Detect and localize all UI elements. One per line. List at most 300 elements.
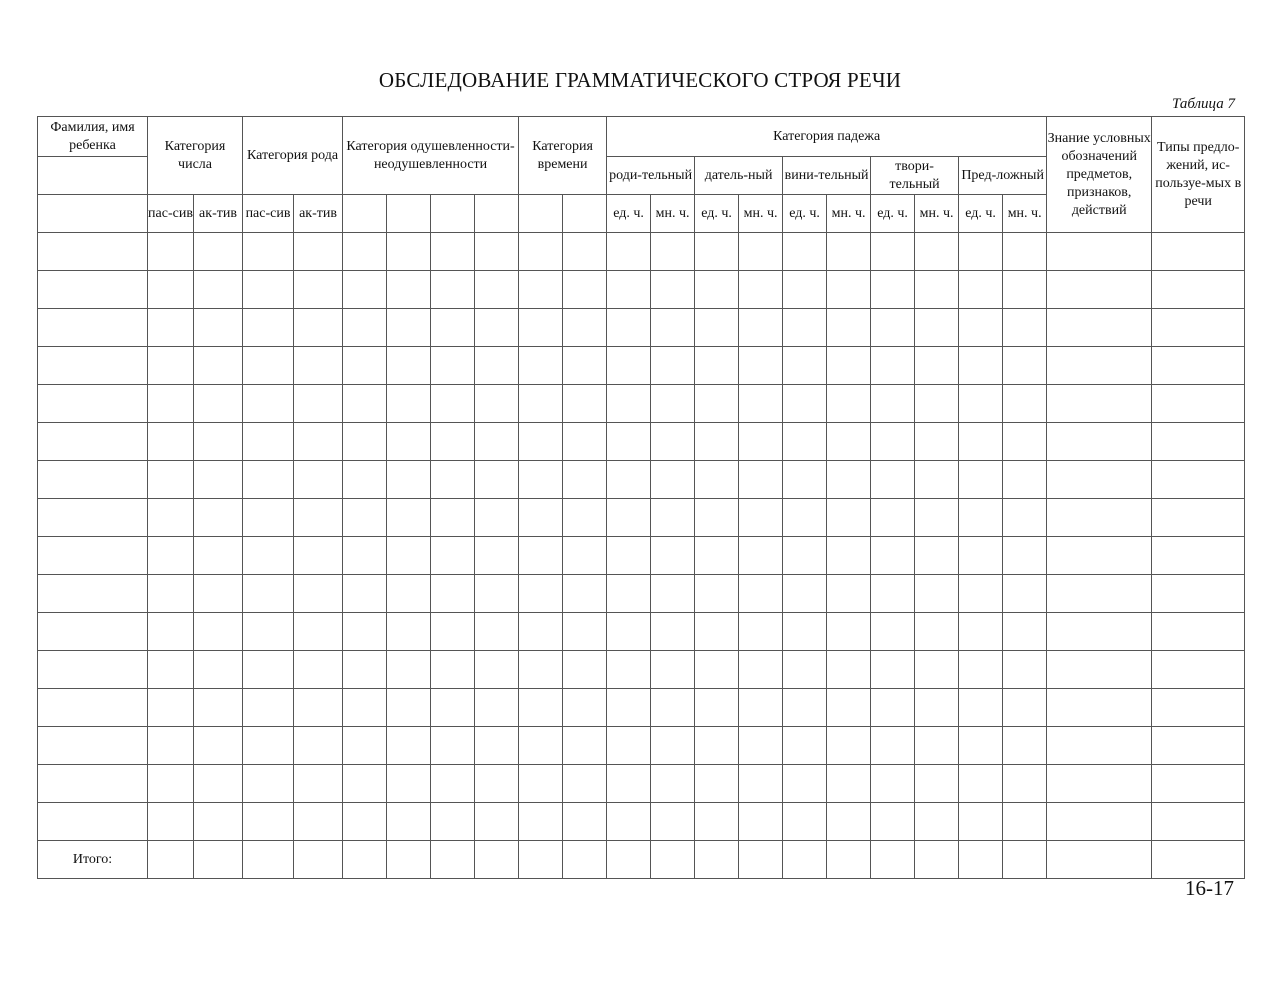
table-cell — [563, 347, 607, 385]
table-cell — [148, 233, 194, 271]
table-cell — [1003, 841, 1047, 879]
table-row — [38, 499, 1245, 537]
table-cell — [519, 841, 563, 879]
table-cell — [915, 803, 959, 841]
table-cell — [343, 537, 387, 575]
table-cell — [1003, 347, 1047, 385]
table-cell — [827, 233, 871, 271]
table-cell — [387, 499, 431, 537]
table-cell — [739, 841, 783, 879]
table-cell — [563, 461, 607, 499]
table-cell — [563, 423, 607, 461]
table-cell — [243, 385, 294, 423]
table-cell — [871, 271, 915, 309]
table-cell — [739, 385, 783, 423]
table-cell — [343, 271, 387, 309]
table-cell — [739, 575, 783, 613]
table-cell — [343, 803, 387, 841]
table-cell — [959, 651, 1003, 689]
table-cell — [607, 803, 651, 841]
table-cell — [387, 461, 431, 499]
table-cell — [959, 803, 1003, 841]
table-row — [38, 803, 1245, 841]
table-cell — [519, 575, 563, 613]
table-cell — [519, 803, 563, 841]
table-cell — [607, 765, 651, 803]
header-name-blank — [38, 157, 148, 195]
table-cell — [148, 803, 194, 841]
document-title: ОБСЛЕДОВАНИЕ ГРАММАТИЧЕСКОГО СТРОЯ РЕЧИ — [378, 68, 902, 92]
table-cell — [148, 613, 194, 651]
header-sentence-types: Типы предло-жений, ис-пользуе-мых в речи — [1152, 117, 1245, 233]
table-cell — [431, 423, 475, 461]
table-cell — [1047, 271, 1152, 309]
table-cell — [1047, 347, 1152, 385]
table-cell — [739, 233, 783, 271]
table-cell — [959, 423, 1003, 461]
table-cell — [243, 309, 294, 347]
table-cell — [148, 499, 194, 537]
table-cell — [519, 233, 563, 271]
table-cell — [827, 765, 871, 803]
table-cell — [651, 347, 695, 385]
table-cell — [607, 689, 651, 727]
table-cell — [431, 689, 475, 727]
table-cell — [959, 537, 1003, 575]
subheader-plural: мн. ч. — [651, 195, 695, 233]
table-cell — [148, 575, 194, 613]
table-cell — [194, 271, 243, 309]
table-cell — [871, 651, 915, 689]
table-cell — [194, 385, 243, 423]
table-cell — [1047, 651, 1152, 689]
table-cell — [1047, 689, 1152, 727]
table-cell — [148, 385, 194, 423]
table-cell — [343, 727, 387, 765]
table-cell — [1003, 309, 1047, 347]
table-cell — [148, 537, 194, 575]
subheader-blank — [431, 195, 475, 233]
table-cell — [1152, 689, 1245, 727]
table-cell — [607, 575, 651, 613]
table-row — [38, 461, 1245, 499]
table-cell — [827, 537, 871, 575]
subheader-blank — [563, 195, 607, 233]
table-cell — [519, 271, 563, 309]
table-cell — [1003, 575, 1047, 613]
table-cell — [1152, 765, 1245, 803]
table-cell — [651, 651, 695, 689]
table-cell — [783, 347, 827, 385]
table-cell — [871, 309, 915, 347]
total-row — [38, 841, 1245, 879]
table-cell — [243, 841, 294, 879]
table-cell — [431, 233, 475, 271]
table-cell — [959, 499, 1003, 537]
table-cell — [739, 309, 783, 347]
table-cell — [294, 841, 343, 879]
table-cell — [651, 385, 695, 423]
table-cell — [607, 537, 651, 575]
table-row — [38, 271, 1245, 309]
table-cell — [475, 651, 519, 689]
table-cell — [1003, 233, 1047, 271]
table-cell — [695, 765, 739, 803]
table-cell — [695, 499, 739, 537]
table-cell — [783, 765, 827, 803]
table-cell — [243, 499, 294, 537]
table-cell — [243, 575, 294, 613]
header-case-accusative: вини-тельный — [783, 157, 871, 195]
table-cell — [475, 803, 519, 841]
subheader-plural: мн. ч. — [827, 195, 871, 233]
table-cell — [1003, 461, 1047, 499]
header-case: Категория падежа — [607, 117, 1047, 157]
table-cell — [871, 499, 915, 537]
table-cell — [243, 613, 294, 651]
table-cell — [294, 613, 343, 651]
table-cell — [783, 271, 827, 309]
table-cell — [915, 385, 959, 423]
table-cell — [243, 727, 294, 765]
table-cell — [38, 727, 148, 765]
table-cell — [607, 499, 651, 537]
table-cell — [294, 385, 343, 423]
table-cell — [243, 803, 294, 841]
table-cell — [651, 803, 695, 841]
table-cell — [915, 613, 959, 651]
subheader-blank — [475, 195, 519, 233]
table-cell — [695, 385, 739, 423]
table-row — [38, 347, 1245, 385]
table-cell — [194, 727, 243, 765]
table-row — [38, 385, 1245, 423]
table-cell — [243, 233, 294, 271]
table-cell — [475, 537, 519, 575]
table-cell — [959, 271, 1003, 309]
table-cell — [387, 537, 431, 575]
table-cell — [651, 689, 695, 727]
table-cell — [343, 689, 387, 727]
table-cell — [827, 613, 871, 651]
table-cell — [827, 841, 871, 879]
table-cell — [915, 347, 959, 385]
table-cell — [827, 803, 871, 841]
subheader-blank — [519, 195, 563, 233]
table-cell — [243, 423, 294, 461]
table-cell — [38, 423, 148, 461]
table-cell — [739, 499, 783, 537]
table-cell — [915, 689, 959, 727]
table-cell — [1003, 651, 1047, 689]
table-cell — [343, 575, 387, 613]
table-cell — [607, 347, 651, 385]
table-cell — [563, 803, 607, 841]
table-cell — [387, 385, 431, 423]
table-cell — [563, 499, 607, 537]
table-cell — [519, 499, 563, 537]
table-cell — [739, 537, 783, 575]
subheader-passive: пас-сив — [243, 195, 294, 233]
table-cell — [1152, 727, 1245, 765]
table-cell — [431, 271, 475, 309]
table-cell — [739, 461, 783, 499]
table-row — [38, 765, 1245, 803]
table-cell — [294, 499, 343, 537]
table-cell — [915, 423, 959, 461]
table-cell — [1047, 841, 1152, 879]
table-cell — [1003, 803, 1047, 841]
table-cell — [1003, 271, 1047, 309]
table-cell — [563, 385, 607, 423]
table-cell — [563, 841, 607, 879]
table-cell — [827, 271, 871, 309]
header-name: Фамилия, имя ребенка — [38, 117, 148, 157]
header-knowledge: Знание условных обозначений предметов, признаков, действий — [1047, 117, 1152, 233]
table-cell — [519, 613, 563, 651]
table-cell — [871, 385, 915, 423]
table-cell — [563, 613, 607, 651]
table-cell — [194, 309, 243, 347]
table-cell — [148, 271, 194, 309]
table-cell — [431, 347, 475, 385]
table-cell — [1152, 499, 1245, 537]
table-row — [38, 651, 1245, 689]
table-cell — [294, 423, 343, 461]
table-cell — [194, 423, 243, 461]
table-cell — [651, 537, 695, 575]
table-cell — [827, 727, 871, 765]
table-cell — [783, 841, 827, 879]
table-cell — [915, 651, 959, 689]
total-label: Итого: — [38, 841, 148, 879]
table-cell — [38, 233, 148, 271]
table-cell — [563, 727, 607, 765]
table-cell — [431, 727, 475, 765]
table-cell — [827, 689, 871, 727]
table-cell — [1047, 765, 1152, 803]
subheader-singular: ед. ч. — [695, 195, 739, 233]
table-cell — [148, 727, 194, 765]
table-cell — [871, 841, 915, 879]
table-cell — [294, 537, 343, 575]
table-cell — [294, 727, 343, 765]
table-cell — [387, 575, 431, 613]
table-cell — [519, 765, 563, 803]
table-cell — [194, 461, 243, 499]
table-cell — [243, 537, 294, 575]
table-cell — [387, 347, 431, 385]
table-cell — [294, 575, 343, 613]
table-cell — [243, 347, 294, 385]
table-cell — [519, 461, 563, 499]
table-cell — [827, 423, 871, 461]
table-cell — [651, 727, 695, 765]
table-cell — [194, 689, 243, 727]
subheader-singular: ед. ч. — [871, 195, 915, 233]
table-cell — [827, 575, 871, 613]
table-cell — [871, 727, 915, 765]
table-cell — [607, 423, 651, 461]
table-cell — [915, 537, 959, 575]
table-cell — [387, 803, 431, 841]
page-number: 16-17 — [1185, 876, 1234, 900]
header-name-blank — [38, 195, 148, 233]
table-cell — [607, 271, 651, 309]
table-cell — [827, 309, 871, 347]
table-cell — [475, 727, 519, 765]
table-cell — [38, 651, 148, 689]
table-cell — [431, 385, 475, 423]
table-cell — [695, 537, 739, 575]
table-cell — [431, 575, 475, 613]
table-cell — [1152, 575, 1245, 613]
table-cell — [607, 461, 651, 499]
table-cell — [387, 765, 431, 803]
table-cell — [871, 233, 915, 271]
table-cell — [343, 233, 387, 271]
table-cell — [563, 689, 607, 727]
table-row — [38, 727, 1245, 765]
table-cell — [959, 233, 1003, 271]
table-cell — [1152, 537, 1245, 575]
table-cell — [475, 765, 519, 803]
table-cell — [343, 309, 387, 347]
table-cell — [915, 765, 959, 803]
header-tense: Категория времени — [519, 117, 607, 195]
table-cell — [783, 537, 827, 575]
table-cell — [1152, 233, 1245, 271]
table-cell — [519, 309, 563, 347]
table-cell — [1047, 613, 1152, 651]
table-cell — [651, 841, 695, 879]
table-cell — [475, 613, 519, 651]
table-cell — [519, 689, 563, 727]
table-cell — [783, 575, 827, 613]
table-cell — [1003, 537, 1047, 575]
table-cell — [1152, 651, 1245, 689]
table-cell — [695, 461, 739, 499]
table-row — [38, 537, 1245, 575]
table-cell — [1047, 727, 1152, 765]
table-cell — [294, 689, 343, 727]
table-cell — [194, 765, 243, 803]
table-cell — [827, 651, 871, 689]
table-cell — [148, 689, 194, 727]
table-cell — [194, 651, 243, 689]
table-cell — [38, 499, 148, 537]
table-cell — [695, 423, 739, 461]
table-cell — [695, 803, 739, 841]
table-cell — [915, 727, 959, 765]
table-cell — [563, 651, 607, 689]
table-cell — [695, 233, 739, 271]
table-cell — [651, 423, 695, 461]
table-cell — [194, 575, 243, 613]
table-row — [38, 423, 1245, 461]
table-cell — [607, 841, 651, 879]
table-cell — [387, 271, 431, 309]
table-cell — [148, 309, 194, 347]
table-cell — [607, 727, 651, 765]
table-cell — [607, 309, 651, 347]
table-cell — [431, 537, 475, 575]
table-cell — [1047, 537, 1152, 575]
table-cell — [475, 385, 519, 423]
table-label: Таблица 7 — [1172, 96, 1235, 112]
table-cell — [475, 689, 519, 727]
table-cell — [294, 233, 343, 271]
table-cell — [431, 461, 475, 499]
table-cell — [38, 385, 148, 423]
table-cell — [827, 499, 871, 537]
table-cell — [387, 689, 431, 727]
table-cell — [387, 651, 431, 689]
table-cell — [871, 423, 915, 461]
table-cell — [1152, 803, 1245, 841]
table-cell — [243, 765, 294, 803]
table-cell — [38, 689, 148, 727]
table-cell — [243, 271, 294, 309]
table-cell — [431, 613, 475, 651]
table-cell — [1152, 461, 1245, 499]
table-cell — [294, 347, 343, 385]
table-cell — [343, 613, 387, 651]
subheader-singular: ед. ч. — [783, 195, 827, 233]
table-cell — [563, 271, 607, 309]
table-cell — [695, 727, 739, 765]
subheader-plural: мн. ч. — [915, 195, 959, 233]
table-cell — [959, 841, 1003, 879]
table-cell — [343, 423, 387, 461]
table-cell — [387, 613, 431, 651]
table-cell — [148, 765, 194, 803]
table-cell — [38, 537, 148, 575]
table-cell — [783, 385, 827, 423]
table-cell — [959, 613, 1003, 651]
subheader-singular: ед. ч. — [607, 195, 651, 233]
header-number: Категория числа — [148, 117, 243, 195]
table-cell — [148, 651, 194, 689]
table-cell — [739, 803, 783, 841]
table-cell — [959, 385, 1003, 423]
table-cell — [563, 575, 607, 613]
table-cell — [1003, 727, 1047, 765]
table-cell — [871, 537, 915, 575]
table-cell — [1047, 233, 1152, 271]
table-cell — [1047, 461, 1152, 499]
table-cell — [475, 347, 519, 385]
table-cell — [915, 233, 959, 271]
table-cell — [387, 233, 431, 271]
table-cell — [387, 309, 431, 347]
table-cell — [1047, 423, 1152, 461]
table-cell — [1003, 613, 1047, 651]
table-cell — [959, 689, 1003, 727]
table-cell — [783, 309, 827, 347]
header-case-prepositional: Пред-ложный — [959, 157, 1047, 195]
table-cell — [827, 385, 871, 423]
table-cell — [783, 613, 827, 651]
table-cell — [387, 423, 431, 461]
subheader-passive: пас-сив — [148, 195, 194, 233]
table-cell — [607, 651, 651, 689]
table-cell — [651, 461, 695, 499]
table-cell — [563, 765, 607, 803]
table-cell — [739, 347, 783, 385]
header-row-1 — [38, 117, 1245, 157]
table-cell — [343, 461, 387, 499]
